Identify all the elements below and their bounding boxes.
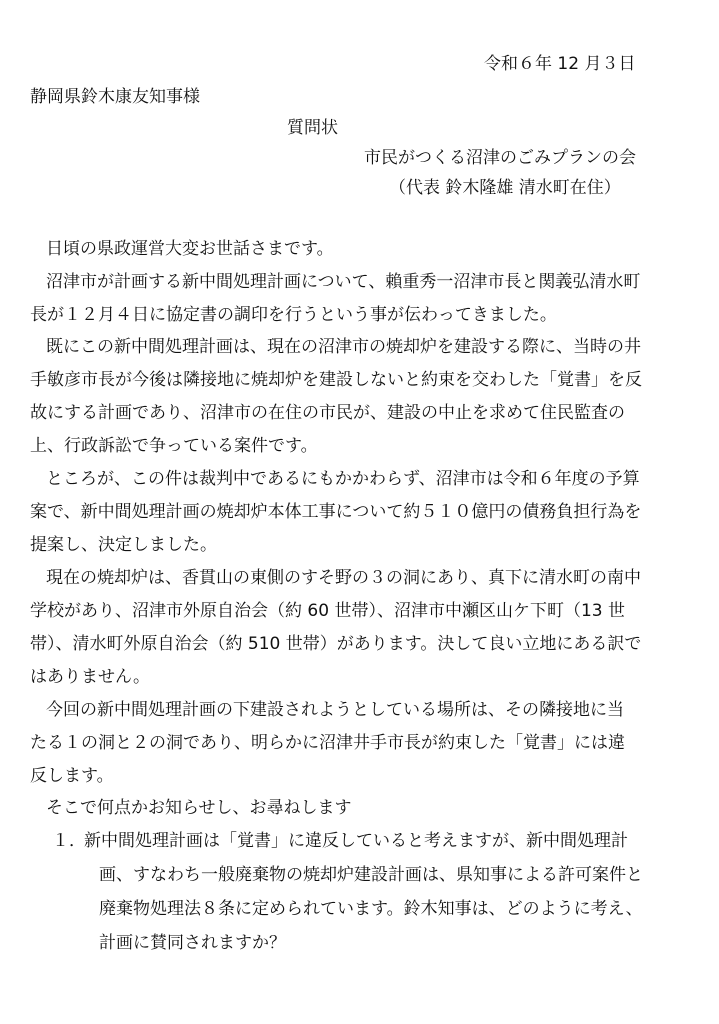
body-line: 沼津市が計画する新中間処理計画について、賴重秀一沼津市長と関義弘清水町 bbox=[46, 272, 641, 292]
question-line: 画、すなわち一般廃棄物の焼却炉建設計画は、県知事による許可案件と bbox=[99, 865, 643, 885]
document-date: 令和６年 12 月３日 bbox=[484, 54, 636, 74]
body-line: 長が１２月４日に協定書の調印を行うという事が伝わってきました。 bbox=[30, 305, 557, 325]
addressee: 静岡県鈴木康友知事様 bbox=[30, 87, 200, 107]
sender-representative: （代表 鈴木隆雄 清水町在住） bbox=[389, 178, 621, 198]
body-line: 学校があり、沼津市外原自治会（約 60 世帯）、沼津市中瀬区山ケ下町（13 世 bbox=[30, 601, 625, 621]
question-line: 計画に賛同されますか？ bbox=[99, 933, 286, 953]
body-line: 帯）、清水町外原自治会（約 510 世帯）があります。決して良い立地にある訳で bbox=[30, 634, 642, 654]
body-line: そこで何点かお知らせし、お尋ねします bbox=[46, 798, 352, 818]
body-line: 提案し、決定しました。 bbox=[30, 535, 217, 555]
body-line: 手敏彦市長が今後は隣接地に焼却炉を建設しないと約束を交わした「覚書」を反 bbox=[30, 370, 642, 390]
document-title: 質問状 bbox=[287, 118, 338, 138]
sender-organization: 市民がつくる沼津のごみプランの会 bbox=[364, 148, 636, 168]
body-line: 上、行政訴訟で争っている案件です。 bbox=[30, 436, 318, 456]
question-line: 廃棄物処理法８条に定められています。鈴木知事は、どのように考え、 bbox=[99, 899, 643, 919]
body-line: はありません。 bbox=[30, 667, 151, 687]
body-line: 既にこの新中間処理計画は、現在の沼津市の焼却炉を建設する際に、当時の井 bbox=[46, 337, 641, 357]
body-line: ところが、この件は裁判中であるにもかかわらず、沼津市は令和６年度の予算 bbox=[46, 469, 640, 489]
body-line: 案で、新中間処理計画の焼却炉本体工事について約５１０億円の債務負担行為を bbox=[30, 502, 642, 522]
body-line: 反します。 bbox=[30, 766, 114, 786]
question-line: 新中間処理計画は「覚書」に違反していると考えますが、新中間処理計 bbox=[84, 831, 628, 851]
body-line: 現在の焼却炉は、香貫山の東側のすそ野の３の洞にあり、真下に清水町の南中 bbox=[46, 568, 641, 588]
question-number: １． bbox=[52, 831, 86, 851]
body-line: たる１の洞と２の洞であり、明らかに沼津井手市長が約束した「覚書」には違 bbox=[30, 733, 625, 753]
body-line: 故にする計画であり、沼津市の在住の市民が、建設の中止を求めて住民監査の bbox=[30, 403, 625, 423]
body-line: 今回の新中間処理計画の下建設されようとしている場所は、その隣接地に当 bbox=[46, 700, 624, 720]
body-line: 日頃の県政運営大変お世話さまです。 bbox=[46, 239, 334, 259]
